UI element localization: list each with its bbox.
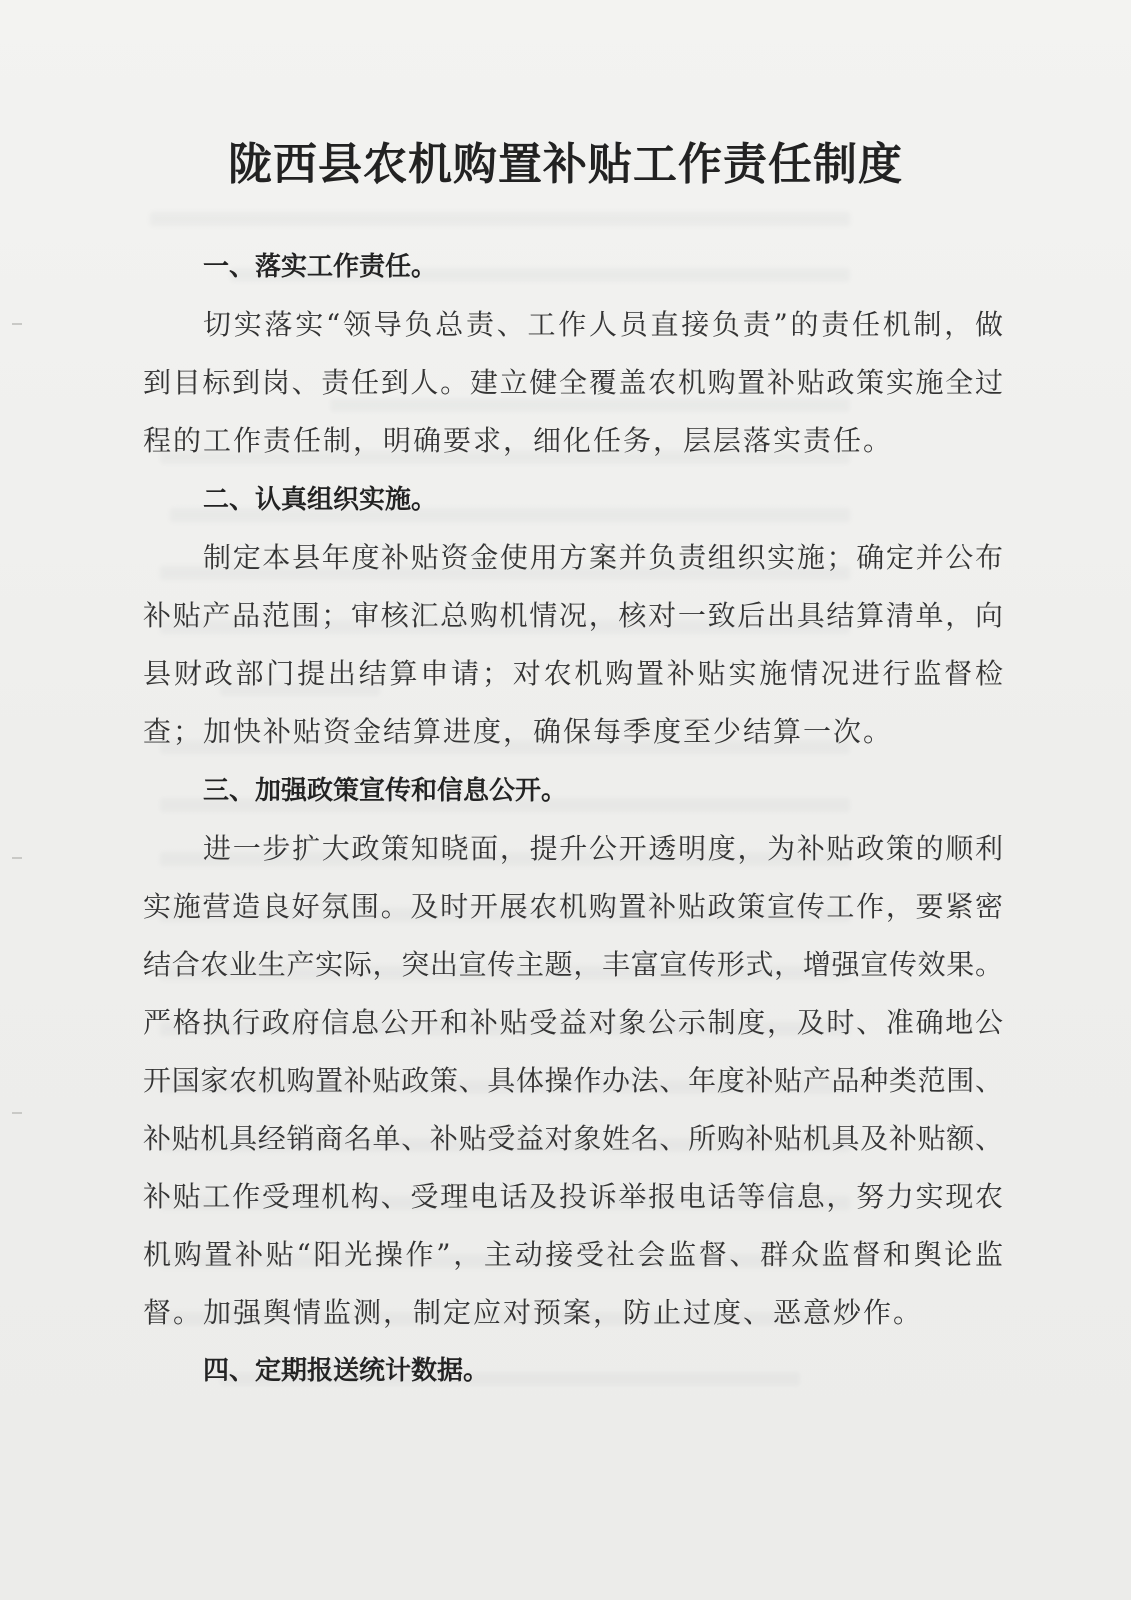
paragraph-line: 机购置补贴“阳光操作”，主动接受社会监督、群众监督和舆论监 xyxy=(143,1238,1003,1271)
paragraph-line: 县财政部门提出结算申请；对农机购置补贴实施情况进行监督检 xyxy=(143,657,1003,690)
paragraph-line: 严格执行政府信息公开和补贴受益对象公示制度，及时、准确地公 xyxy=(143,1006,1003,1039)
paragraph-line: 开国家农机购置补贴政策、具体操作办法、年度补贴产品种类范围、 xyxy=(143,1064,1003,1097)
paragraph-line: 制定本县年度补贴资金使用方案并负责组织实施；确定并公布 xyxy=(203,541,1003,574)
paragraph-line: 程的工作责任制，明确要求，细化任务，层层落实责任。 xyxy=(143,424,894,457)
section-heading: 一、落实工作责任。 xyxy=(203,252,438,282)
paragraph-line: 补贴产品范围；审核汇总购机情况，核对一致后出具结算清单，向 xyxy=(143,599,1003,632)
paragraph-line: 到目标到岗、责任到人。建立健全覆盖农机购置补贴政策实施全过 xyxy=(143,366,1003,399)
scan-mark xyxy=(12,323,22,325)
section-heading: 二、认真组织实施。 xyxy=(203,485,438,515)
paragraph-line: 查；加快补贴资金结算进度，确保每季度至少结算一次。 xyxy=(143,715,894,748)
paragraph-line: 补贴工作受理机构、受理电话及投诉举报电话等信息，努力实现农 xyxy=(143,1180,1003,1213)
scan-mark xyxy=(12,857,22,859)
paragraph-line: 结合农业生产实际，突出宣传主题，丰富宣传形式，增强宣传效果。 xyxy=(143,948,1003,981)
document-title: 陇西县农机购置补贴工作责任制度 xyxy=(228,139,903,190)
paragraph-line: 督。加强舆情监测，制定应对预案，防止过度、恶意炒作。 xyxy=(143,1296,924,1329)
section-heading: 三、加强政策宣传和信息公开。 xyxy=(203,776,568,806)
paragraph-line: 补贴机具经销商名单、补贴受益对象姓名、所购补贴机具及补贴额、 xyxy=(143,1122,1003,1155)
scan-mark xyxy=(12,1112,22,1114)
paragraph-line: 切实落实“领导负总责、工作人员直接负责”的责任机制，做 xyxy=(203,308,1003,341)
section-heading: 四、定期报送统计数据。 xyxy=(203,1356,490,1386)
paragraph-line: 实施营造良好氛围。及时开展农机购置补贴政策宣传工作，要紧密 xyxy=(143,890,1003,923)
paragraph-line: 进一步扩大政策知晓面，提升公开透明度，为补贴政策的顺利 xyxy=(203,832,1003,865)
